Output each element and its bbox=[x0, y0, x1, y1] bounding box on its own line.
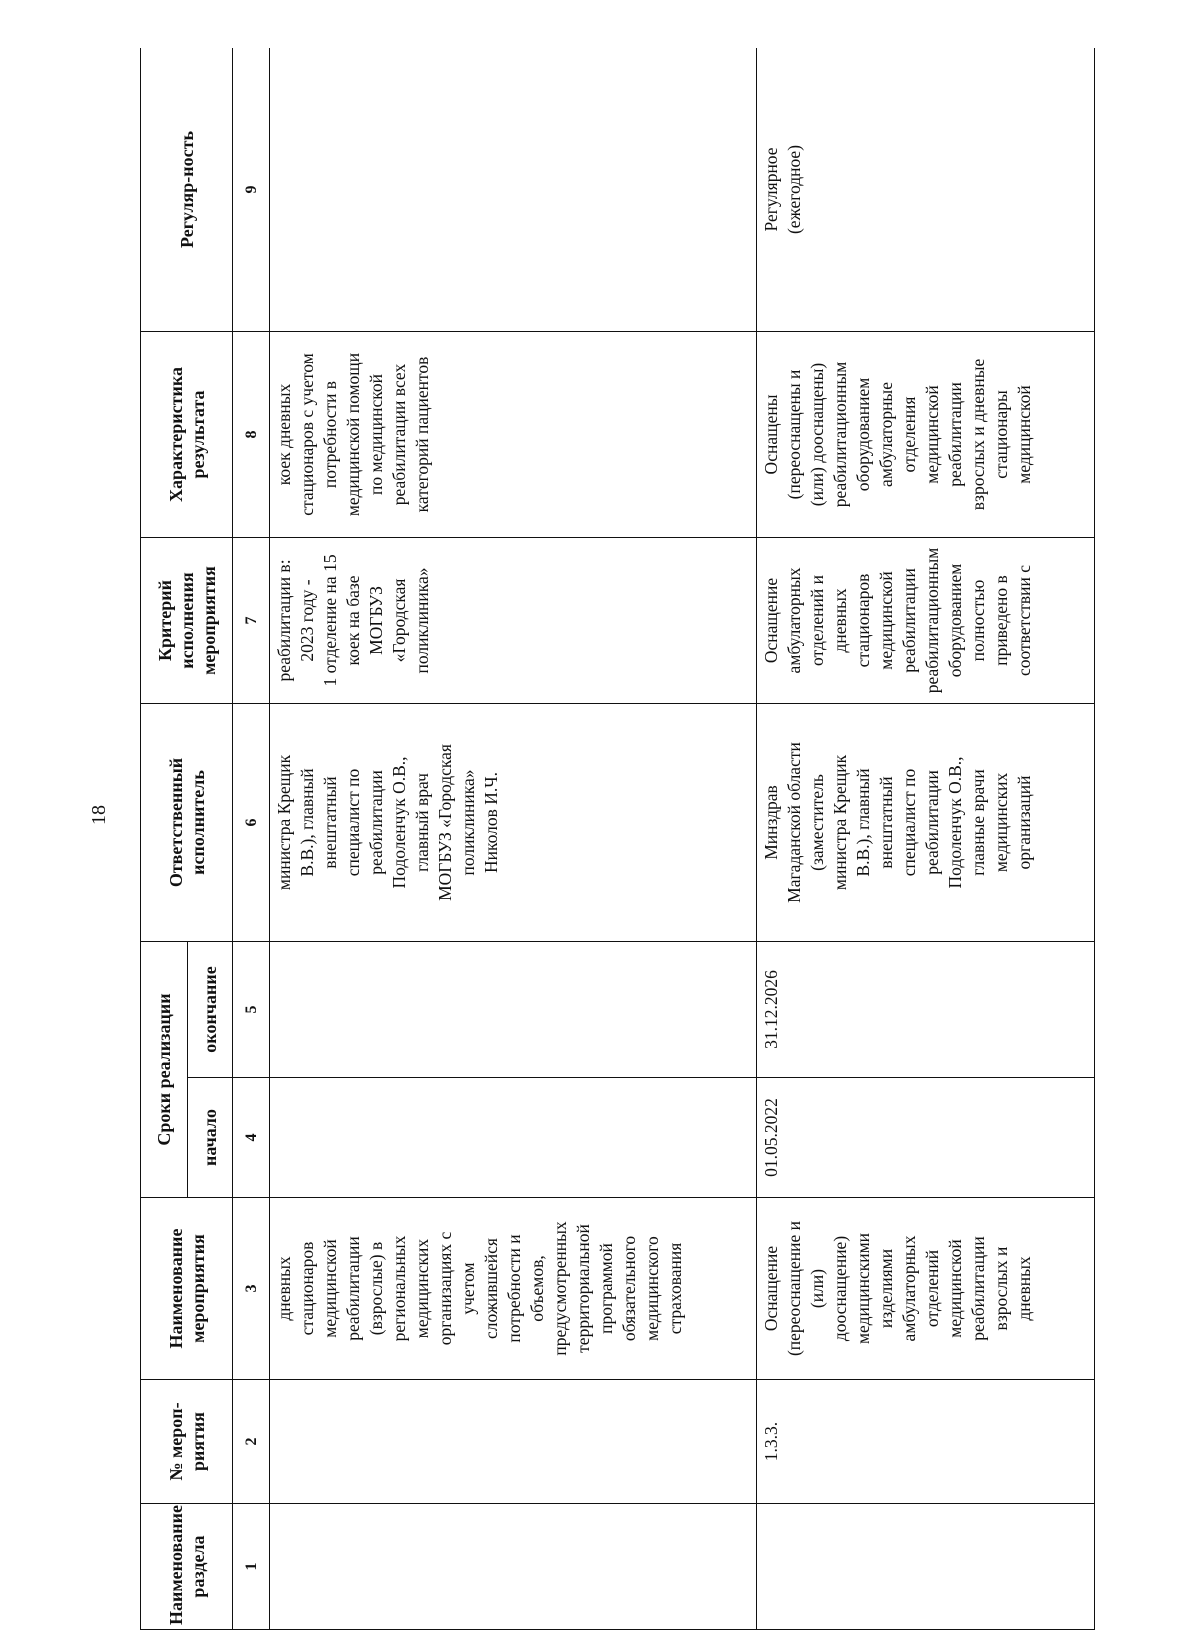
header-measure-number: № мероп-риятия bbox=[141, 1380, 233, 1504]
header-start: начало bbox=[188, 1078, 233, 1198]
start-date-cell bbox=[269, 1078, 756, 1198]
end-date-cell bbox=[269, 941, 756, 1077]
number-cell bbox=[269, 1380, 756, 1504]
column-number: 3 bbox=[233, 1198, 270, 1380]
result-cell: Оснащены (переоснащены и (или) дооснащены) реабилитационным оборудованием амбулаторные отделения медицинской реабилитации взрослых и дневные стационары медицинской bbox=[757, 331, 1095, 537]
section-cell bbox=[269, 1504, 756, 1630]
column-number: 7 bbox=[233, 537, 270, 703]
column-number: 4 bbox=[233, 1078, 270, 1198]
table-row bbox=[269, 48, 756, 1630]
responsible-cell: министра Крещик В.В.), главный внештатный специалист по реабилитации Подоленчук О.В., главный врач МОГБУЗ «Городская поликлиника» Николов И.Ч. bbox=[269, 703, 756, 941]
column-number: 9 bbox=[233, 48, 270, 331]
header-section-name: Наименование раздела bbox=[141, 1504, 233, 1630]
measure-name-cell: дневных стационаров медицинской реабилитации (взрослые) в региональных медицинских организациях с учетом сложившейся потребности и объемов, предусмотренных территориальной программой обязательного медицинского страхования bbox=[269, 1198, 756, 1380]
result-cell: коек дневных стационаров с учетом потребности в медицинской помощи по медицинской реабилитации всех категорий пациентов bbox=[269, 331, 756, 537]
regularity-cell bbox=[269, 48, 756, 331]
header-end: окончание bbox=[188, 941, 233, 1077]
header-implementation-period: Сроки реализации bbox=[141, 941, 188, 1197]
table-area bbox=[140, 48, 1095, 1630]
responsible-cell: Минздрав Магаданской области (заместитель министра Крещик В.В.), главный внештатный специалист по реабилитации Подоленчук О.В., главные врачи медицинских организаций bbox=[757, 703, 1095, 941]
column-number: 6 bbox=[233, 703, 270, 941]
criterion-cell: реабилитации в: 2023 году - 1 отделение на 15 коек на базе МОГБУЗ «Городская поликлиника» bbox=[269, 537, 756, 703]
section-cell bbox=[757, 1504, 1095, 1630]
page-number: 18 bbox=[88, 805, 110, 825]
header-responsible: Ответственный исполнитель bbox=[141, 703, 233, 941]
table-row bbox=[757, 48, 1095, 1630]
column-number: 2 bbox=[233, 1380, 270, 1504]
criterion-cell: Оснащение амбулаторных отделений и дневных стационаров медицинской реабилитации реабилитационным оборудованием полностью приведено в соответствии с bbox=[757, 537, 1095, 703]
header-row bbox=[141, 48, 188, 1630]
column-number: 8 bbox=[233, 331, 270, 537]
start-date-cell: 01.05.2022 bbox=[757, 1078, 1095, 1198]
measures-table bbox=[140, 48, 1095, 1630]
number-cell: 1.3.3. bbox=[757, 1380, 1095, 1504]
column-number: 5 bbox=[233, 941, 270, 1077]
header-result: Характеристика результата bbox=[141, 331, 233, 537]
column-number: 1 bbox=[233, 1504, 270, 1630]
end-date-cell: 31.12.2026 bbox=[757, 941, 1095, 1077]
header-regularity: Регуляр-ность bbox=[141, 48, 233, 331]
header-criterion: Критерий исполнения мероприятия bbox=[141, 537, 233, 703]
column-number-row bbox=[233, 48, 270, 1630]
measure-name-cell: Оснащение (переоснащение и (или) дооснащение) медицинскими изделиями амбулаторных отделений медицинской реабилитации взрослых и дневных bbox=[757, 1198, 1095, 1380]
header-measure-name: Наименование мероприятия bbox=[141, 1198, 233, 1380]
regularity-cell: Регулярное (ежегодное) bbox=[757, 48, 1095, 331]
